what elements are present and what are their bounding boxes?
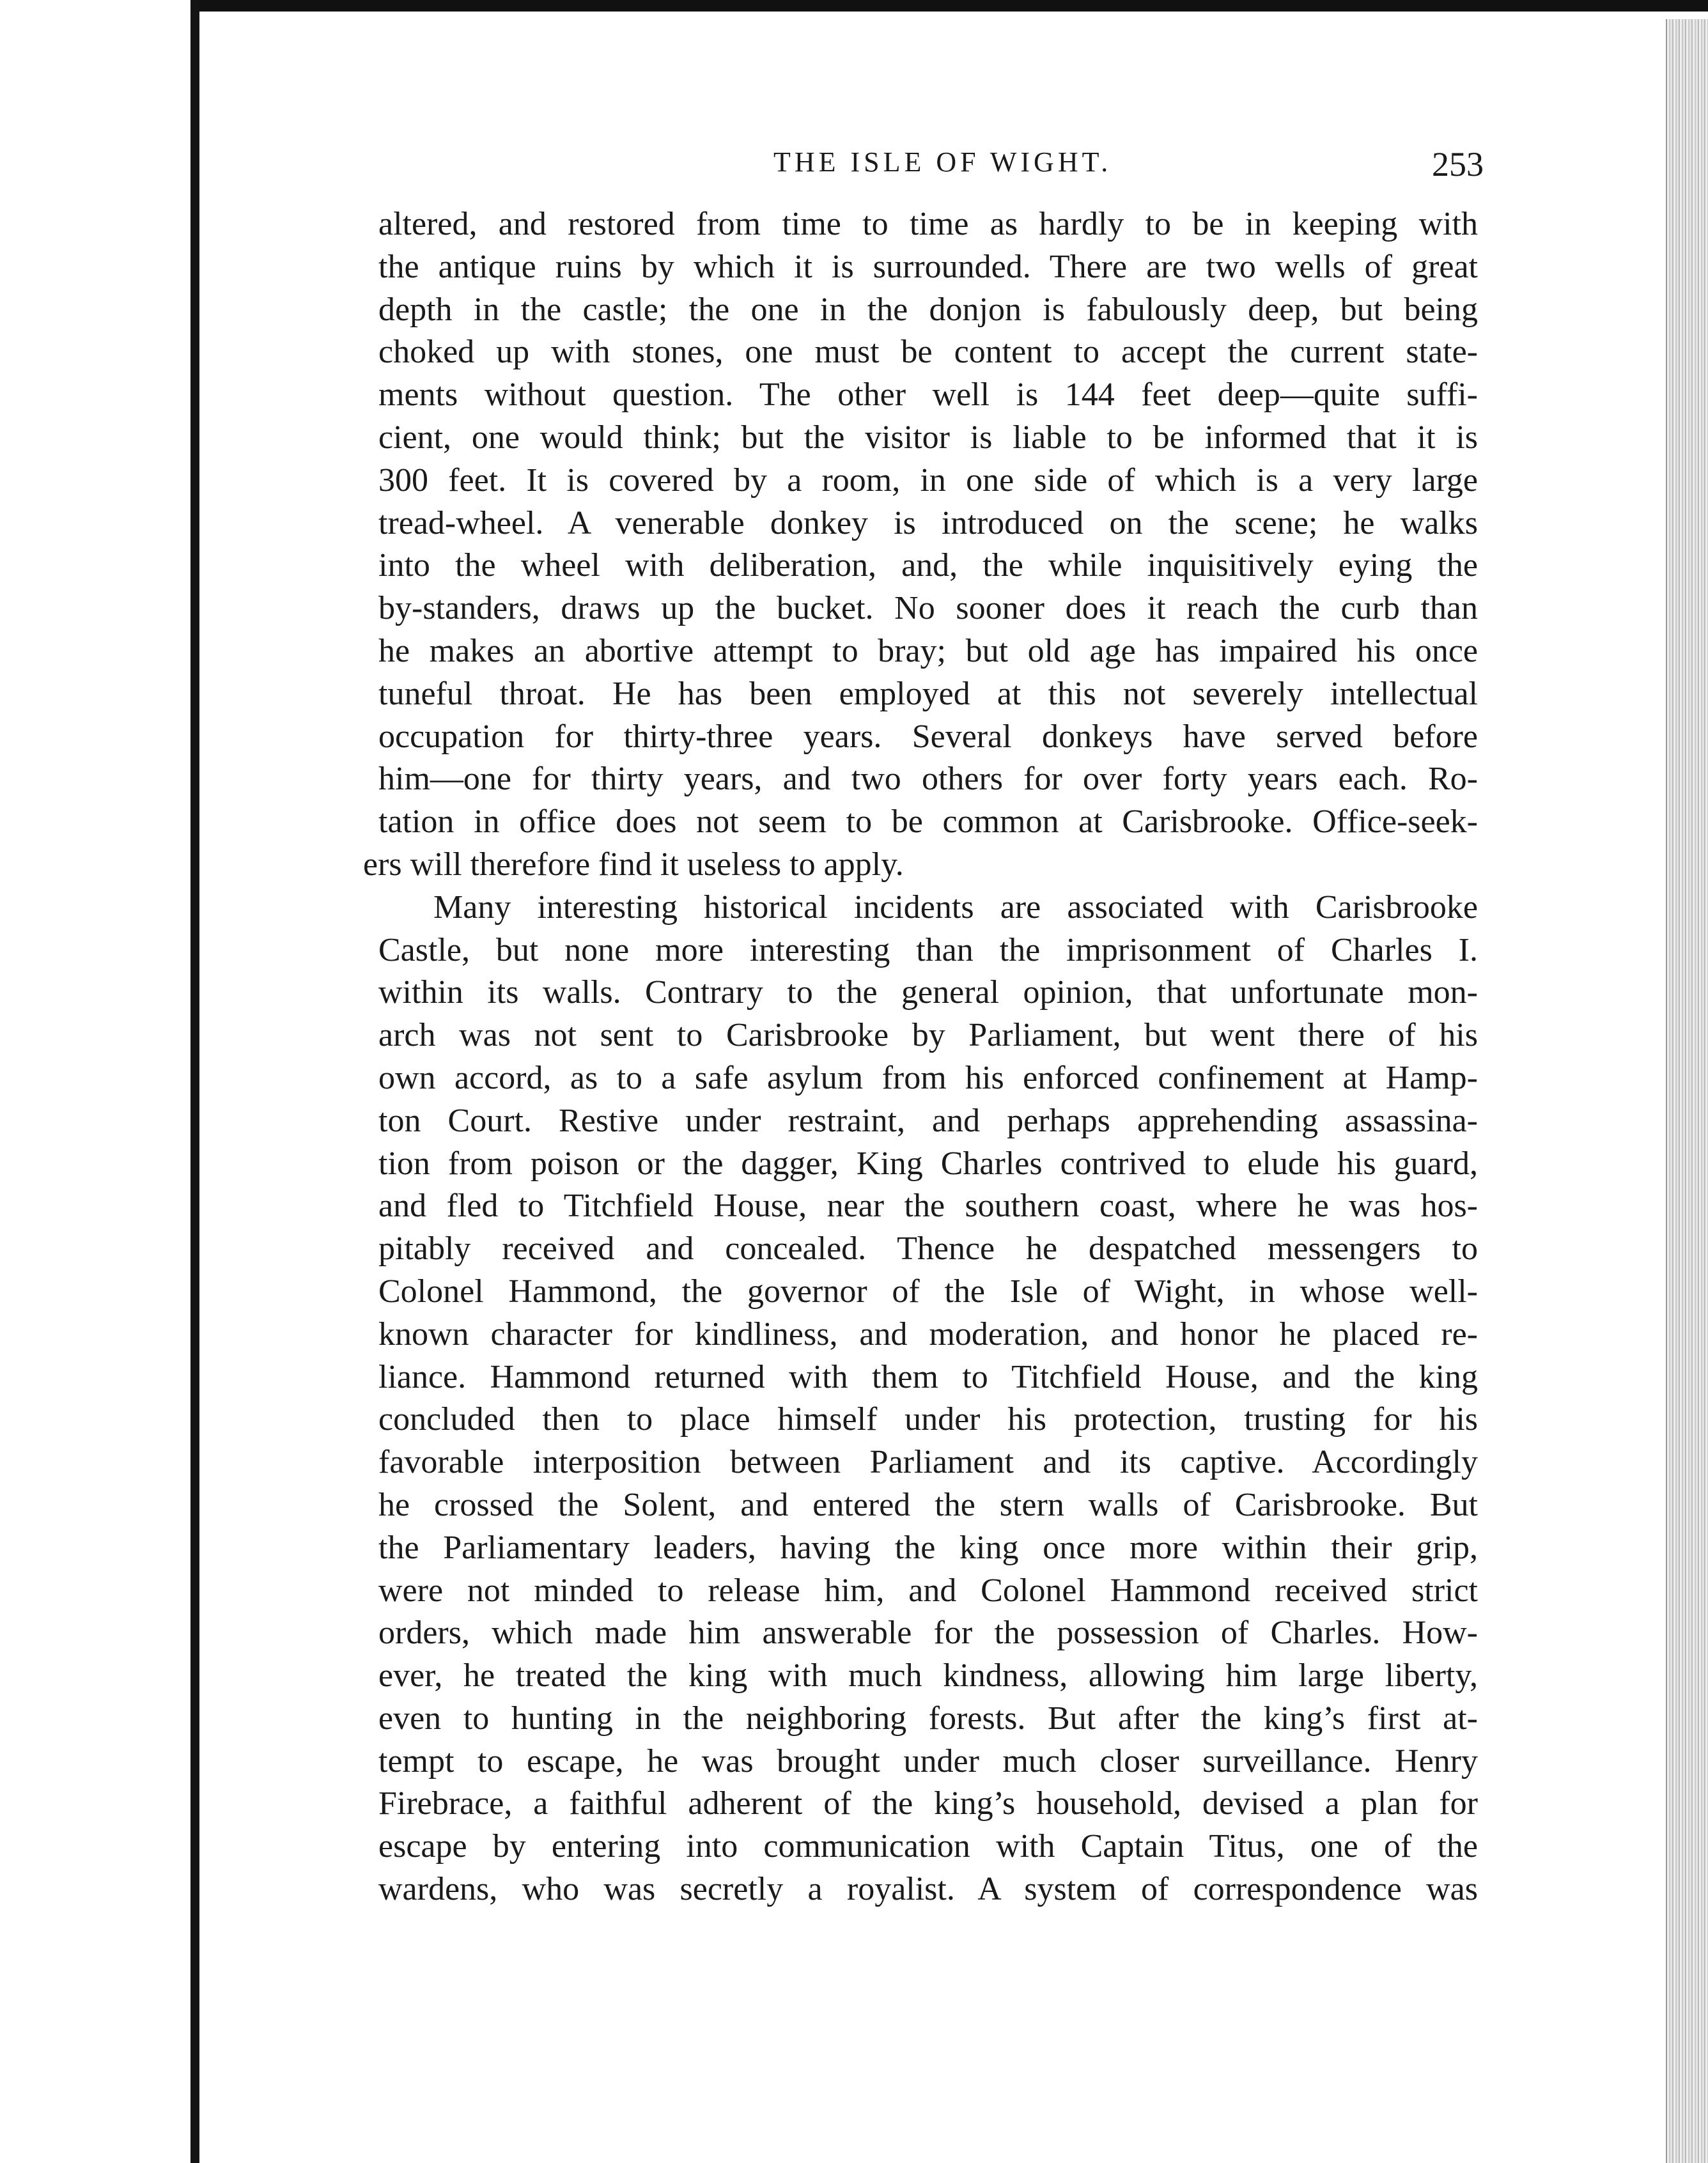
text-line: Firebrace, a faithful adherent of the king’s household, devised a plan for [378,1785,1478,1822]
text-line: were not minded to release him, and Colonel Hammond received strict [378,1572,1478,1609]
running-title: THE ISLE OF WIGHT. [773,146,1112,178]
text-line: liance. Hammond returned with them to Titchfield House, and the king [378,1358,1478,1395]
text-line: ton Court. Restive under restraint, and perhaps apprehending assassina- [378,1102,1478,1139]
text-line: the Parliamentary leaders, having the king once more within their grip, [378,1529,1478,1566]
facing-page-edge [0,0,192,2163]
text-line: altered, and restored from time to time as hardly to be in keeping with [378,206,1478,242]
text-line: ever, he treated the king with much kindness, allowing him large liberty, [378,1657,1478,1694]
page-number: 253 [1432,145,1484,183]
text-line: and fled to Titchfield House, near the southern coast, where he was hos- [378,1188,1478,1225]
text-line: occupation for thirty-three years. Several donkeys have served before [378,718,1478,755]
text-line: cient, one would think; but the visitor is liable to be informed that it is [378,419,1478,456]
text-line: orders, which made him answerable for the possession of Charles. How- [378,1615,1478,1652]
text-line: tation in office does not seem to be common at Carisbrooke. Office-seek- [378,803,1478,841]
paragraph-start-line: Many interesting historical incidents are associated with Carisbrooke [433,888,1478,926]
text-line: favorable interposition between Parliament and its captive. Accordingly [378,1444,1478,1481]
text-line: wardens, who was secretly a royalist. A system of correspondence was [378,1871,1478,1908]
text-line: by-standers, draws up the bucket. No sooner does it reach the curb than [378,590,1478,627]
text-line: into the wheel with deliberation, and, the while inquisitively eying the [378,547,1478,584]
text-line: Colonel Hammond, the governor of the Isle of Wight, in whose well- [378,1273,1478,1310]
page-stack-edge [1666,19,1708,2163]
text-line: tempt to escape, he was brought under much closer surveillance. Henry [378,1742,1478,1779]
text-line: arch was not sent to Carisbrooke by Parliament, but went there of his [378,1017,1478,1054]
text-line: even to hunting in the neighboring forests. But after the king’s first at- [378,1700,1478,1737]
text-line: own accord, as to a safe asylum from his enforced confinement at Hamp- [378,1059,1478,1096]
book-binding-shadow [190,0,199,2163]
text-line: escape by entering into communication with Captain Titus, one of the [378,1828,1478,1865]
text-line: ers will therefore find it useless to apply. [363,846,904,883]
text-line: he crossed the Solent, and entered the stern walls of Carisbrooke. But [378,1486,1478,1523]
text-line: within its walls. Contrary to the general opinion, that unfortunate mon- [378,974,1478,1011]
text-line: depth in the castle; the one in the donjon is fabulously deep, but being [378,291,1478,328]
text-line: pitably received and concealed. Thence he despatched messengers to [378,1230,1478,1268]
text-line: the antique ruins by which it is surrounded. There are two wells of great [378,248,1478,285]
text-line: known character for kindliness, and moderation, and honor he placed re- [378,1315,1478,1353]
text-line: 300 feet. It is covered by a room, in one side of which is a very large [378,461,1478,499]
top-scan-edge [199,0,1708,12]
body-text [363,203,1478,1911]
text-line: tion from poison or the dagger, King Charles contrived to elude his guard, [378,1145,1478,1182]
text-line: choked up with stones, one must be content to accept the current state- [378,334,1478,371]
text-line: tread-wheel. A venerable donkey is introduced on the scene; he walks [378,504,1478,541]
text-line: ments without question. The other well is 144 feet deep—quite suffi- [378,376,1478,414]
text-line: tuneful throat. He has been employed at this not severely intellectual [378,675,1478,712]
text-line: concluded then to place himself under his protection, trusting for his [378,1401,1478,1438]
text-line: he makes an abortive attempt to bray; but old age has impaired his once [378,632,1478,669]
text-line: him—one for thirty years, and two others for over forty years each. Ro- [378,761,1478,798]
text-line: Castle, but none more interesting than the imprisonment of Charles I. [378,931,1478,968]
